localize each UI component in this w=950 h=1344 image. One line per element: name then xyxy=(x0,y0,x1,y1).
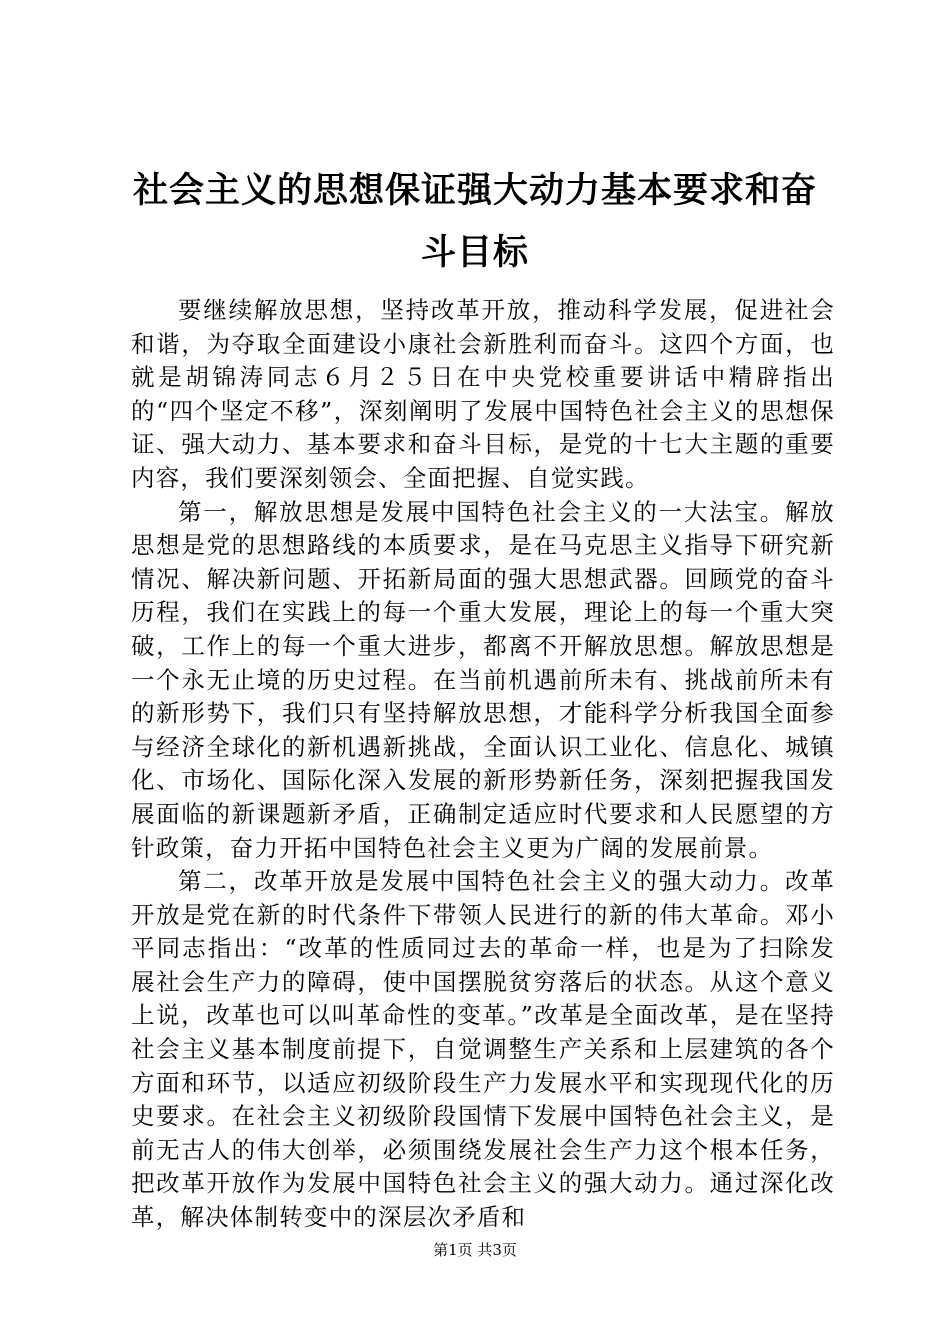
page-number-footer: 第1页 共3页 xyxy=(433,1241,517,1259)
document-title: 社会主义的思想保证强大动力基本要求和奋斗目标 xyxy=(132,170,817,273)
document-body xyxy=(131,294,835,1235)
paragraph-emancipating-mind: 第一，解放思想是发展中国特色社会主义的一大法宝。解放思想是党的思想路线的本质要求，是在马克思主义指导下研究新情况、解决新问题、开拓新局面的强大思想武器。回顾党的奋斗历程，我们在实践上的每一个重大发展，理论上的每一个重大突破，工作上的每一个重大进步，都离不开解放思想。解放思想是一个永无止境的历史过程。在当前机遇前所未有、挑战前所未有的新形势下，我们只有坚持解放思想，才能科学分析我国全面参与经济全球化的新机遇新挑战，全面认识工业化、信息化、城镇化、市场化、国际化深入发展的新形势新任务，深刻把握我国发展面临的新课题新矛盾，正确制定适应时代要求和人民愿望的方针政策，奋力开拓中国特色社会主义更为广阔的发展前景。 xyxy=(131,497,835,862)
paragraph-intro: 要继续解放思想，坚持改革开放，推动科学发展，促进社会和谐，为夺取全面建设小康社会新胜利而奋斗。这四个方面，也就是胡锦涛同志６月２５日在中央党校重要讲话中精辟指出的“四个坚定不移”，深刻阐明了发展中国特色社会主义的思想保证、强大动力、基本要求和奋斗目标，是党的十七大主题的重要内容，我们要深刻领会、全面把握、自觉实践。 xyxy=(131,296,835,492)
paragraph-reform-opening: 第二，改革开放是发展中国特色社会主义的强大动力。改革开放是党在新的时代条件下带领人民进行的新的伟大革命。邓小平同志指出：“改革的性质同过去的革命一样，也是为了扫除发展社会生产力的障碍，使中国摆脱贫穷落后的状态。从这个意义上说，改革也可以叫革命性的变革。”改革是全面改革，是在坚持社会主义基本制度前提下，自觉调整生产关系和上层建筑的各个方面和环节，以适应初级阶段生产力发展水平和实现现代化的历史要求。在社会主义初级阶段国情下发展中国特色社会主义，是前无古人的伟大创举，必须围绕发展社会生产力这个根本任务，把改革开放作为发展中国特色社会主义的强大动力。通过深化改革，解决体制转变中的深层次矛盾和 xyxy=(131,867,835,1232)
